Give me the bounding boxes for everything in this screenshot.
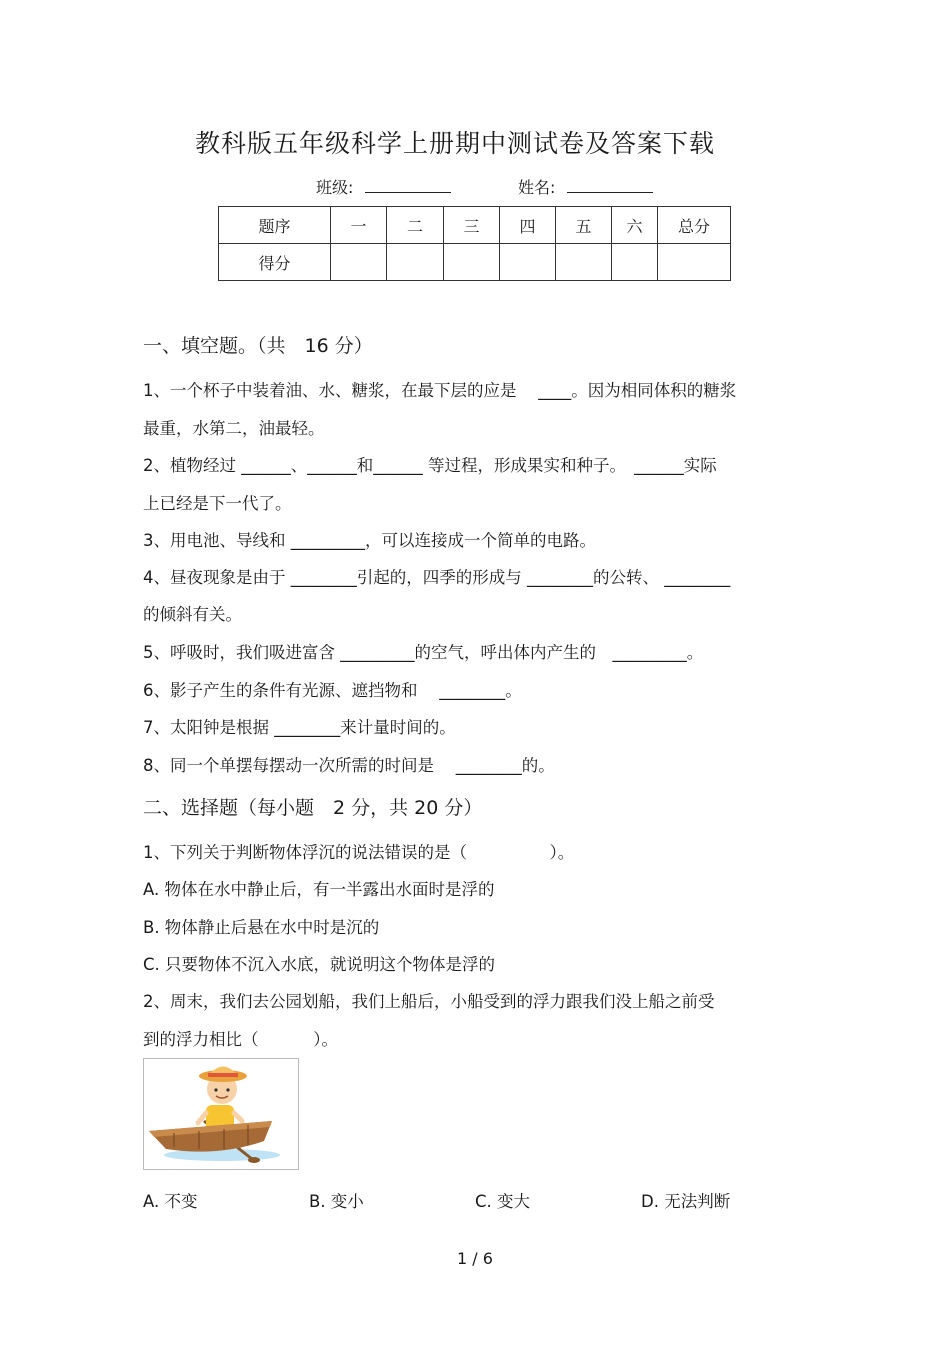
score-cell [444, 244, 500, 281]
question-line: 7、太阳钟是根据 ________来计量时间的。 [143, 718, 456, 737]
name-blank [567, 178, 653, 193]
question-stem: 2、周末，我们去公园划船，我们上船后，小船受到的浮力跟我们没上船之前受 [143, 992, 715, 1011]
header-cell: 三 [444, 207, 500, 244]
question-line: 的倾斜有关。 [143, 605, 242, 624]
option-c: C. 只要物体不沉入水底，就说明这个物体是浮的 [143, 955, 496, 974]
question-stem: 到的浮力相比（ ）。 [143, 1030, 338, 1049]
score-cell [612, 244, 658, 281]
question-line: 6、影子产生的条件有光源、遮挡物和 ________。 [143, 681, 522, 700]
boy-rowing-boat-image [143, 1058, 299, 1170]
header-cell: 二 [387, 207, 444, 244]
question-line: 最重，水第二，油最轻。 [143, 419, 325, 438]
option-b: B. 变小 [309, 1192, 364, 1211]
score-table [218, 206, 731, 281]
question-line: 3、用电池、导线和 _________，可以连接成一个简单的电路。 [143, 531, 596, 550]
option-b: B. 物体静止后悬在水中时是沉的 [143, 918, 380, 937]
score-cell [500, 244, 556, 281]
header-cell: 四 [500, 207, 556, 244]
header-cell: 题序 [219, 207, 331, 244]
name-field [518, 175, 653, 198]
score-cell [387, 244, 444, 281]
page-number: 1 / 6 [457, 1249, 493, 1268]
page-title: 教科版五年级科学上册期中测试卷及答案下载 [194, 129, 715, 158]
option-a: A. 不变 [143, 1192, 198, 1211]
question-line: 5、呼吸时，我们吸进富含 _________的空气，呼出体内产生的 _________。 [143, 643, 704, 662]
question-line: 8、同一个单摆每摆动一次所需的时间是 ________的。 [143, 756, 555, 775]
class-blank [365, 178, 451, 193]
question-line: 2、植物经过 ______、______和______ 等过程，形成果实和种子。 ______实际 [143, 456, 717, 475]
score-table-score-row [219, 244, 731, 281]
score-cell [658, 244, 731, 281]
header-cell: 五 [556, 207, 612, 244]
header-cell: 六 [612, 207, 658, 244]
class-field [316, 175, 451, 198]
score-cell [556, 244, 612, 281]
question-stem: 1、下列关于判断物体浮沉的说法错误的是（ ）。 [143, 843, 575, 862]
header-cell: 总分 [658, 207, 731, 244]
section2-heading: 二、选择题（每小题 2 分，共 20 分） [143, 797, 483, 819]
option-a: A. 物体在水中静止后，有一半露出水面时是浮的 [143, 880, 495, 899]
score-cell [331, 244, 387, 281]
option-c: C. 变大 [475, 1192, 531, 1211]
score-table-header-row [219, 207, 731, 244]
name-label: 姓名: [518, 178, 556, 197]
question-line: 上已经是下一代了。 [143, 494, 292, 513]
score-row-label: 得分 [219, 244, 331, 281]
option-d: D. 无法判断 [641, 1192, 731, 1211]
question-line: 1、一个杯子中装着油、水、糖浆，在最下层的应是 ____。因为相同体积的糖浆 [143, 381, 737, 400]
header-cell: 一 [331, 207, 387, 244]
question-line: 4、昼夜现象是由于 ________引起的，四季的形成与 ________的公转、 ________ [143, 568, 731, 587]
section1-heading: 一、填空题。（共 16 分） [143, 335, 373, 357]
class-label: 班级: [316, 178, 354, 197]
